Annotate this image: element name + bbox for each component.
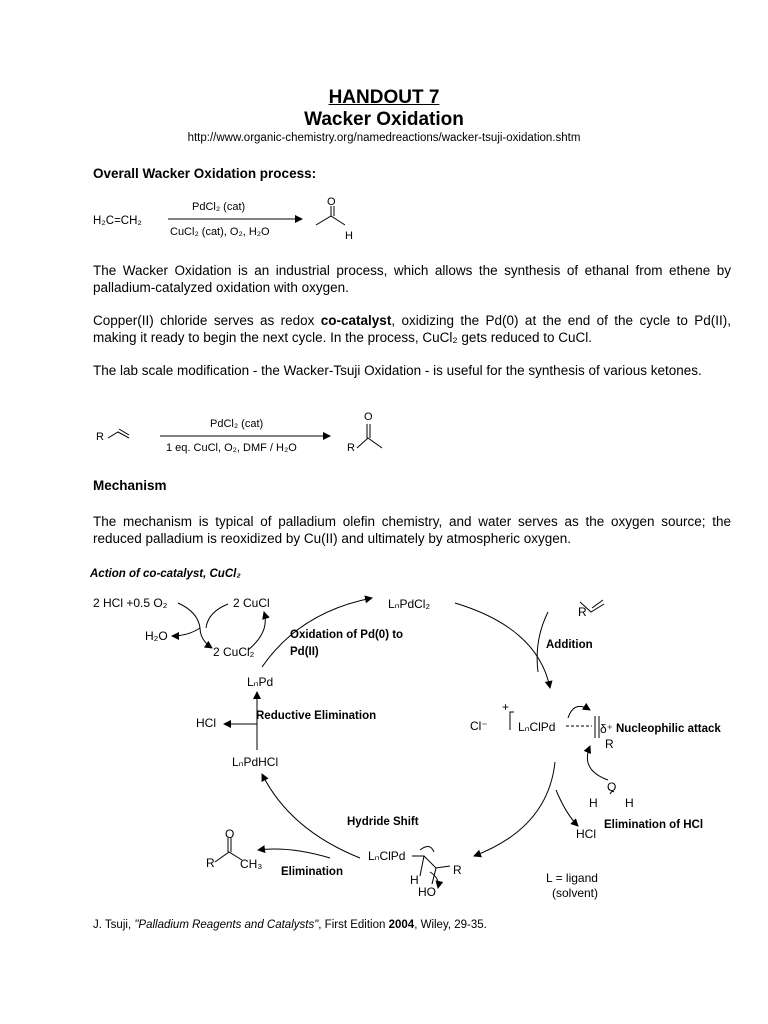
water-product: H₂O <box>145 629 168 643</box>
alkyl-chain <box>412 856 450 868</box>
ligand-note-solvent: (solvent) <box>552 886 599 900</box>
delta-plus: δ⁺ <box>600 722 614 736</box>
bottom-ho: HO <box>418 885 436 899</box>
water-h2: H <box>625 796 634 810</box>
tsuji-alkene-double <box>119 429 129 435</box>
tsuji-product-r: R <box>347 442 355 454</box>
bottom-complex: LₙClPd <box>368 849 406 863</box>
ethene-reactant: H₂C=CH₂ <box>93 215 142 227</box>
electron-arrow <box>568 706 590 718</box>
water-o: O <box>607 780 617 794</box>
overall-heading: Overall Wacker Oxidation process: <box>93 166 317 181</box>
p2-text-a: Copper(II) chloride serves as redox <box>93 313 321 328</box>
tsuji-reagent-bottom: 1 eq. CuCl, O₂, DMF / H₂O <box>166 442 297 454</box>
mechanism-paragraph: The mechanism is typical of palladium olefin chemistry, and water serves as the oxygen source; the reduced palladium is reoxidized by Cu(II) and ultimately by atmospheric oxygen. <box>93 514 731 546</box>
addition-curve <box>537 612 548 672</box>
water-bond <box>610 791 614 794</box>
bottom-r: R <box>453 863 462 877</box>
cocat-arrow-2 <box>206 604 228 628</box>
citation-title: "Palladium Reagents and Catalysts" <box>134 919 319 931</box>
p2-text-b: , oxidizing the Pd(0) at the end of the cycle to Pd(II), making it ready to begin the next cycle. In the process, CuCl₂ gets reduced to CuCl. <box>93 313 731 345</box>
lnpdcl2: LₙPdCl₂ <box>388 597 431 611</box>
water-attack-arrow <box>587 746 608 780</box>
oxidation-label: Oxidation of Pd(0) to Pd(II) <box>290 629 404 658</box>
lnpdhcl: LₙPdHCl <box>232 755 279 769</box>
ketone-o: O <box>225 827 235 841</box>
hcl-left: HCl <box>196 716 216 730</box>
cocat-arrow-3 <box>248 612 265 650</box>
handout-title: HANDOUT 7 <box>328 87 440 108</box>
reductive-elimination-label: Reductive Elimination <box>256 710 377 722</box>
cucl-top: 2 CuCl <box>233 596 270 610</box>
p2-bold: co-catalyst <box>320 313 392 328</box>
cycle-arc-lower-right <box>474 762 555 856</box>
ethanal-h: H <box>345 230 353 242</box>
alkene-incoming-double <box>592 600 603 608</box>
tsuji-reagent-top: PdCl₂ (cat) <box>210 418 264 430</box>
hydride-shift-label: Hydride Shift <box>347 816 419 828</box>
overall-reagent-top: PdCl₂ (cat) <box>192 201 246 213</box>
alkyl-h-bond <box>420 856 424 876</box>
page-title: Wacker Oxidation <box>304 109 464 130</box>
citation-publisher: , Wiley, 29-35. <box>414 919 487 931</box>
pi-complex: LₙClPd <box>518 720 556 734</box>
nucleophilic-attack-label: Nucleophilic attack <box>616 723 721 735</box>
ketone-ch3: CH₃ <box>240 857 263 871</box>
ketone-r: R <box>206 856 215 870</box>
paragraph-intro: The Wacker Oxidation is an industrial process, which allows the synthesis of ethanal from ethene by palladium-catalyzed oxidation with oxygen. <box>93 263 731 295</box>
cocat-arrow-water <box>172 628 200 636</box>
tsuji-ketone <box>357 438 382 448</box>
cycle-arc-top <box>262 598 372 667</box>
water-h1: H <box>589 796 598 810</box>
citation-edition: , First Edition <box>318 919 389 931</box>
ketone-skeleton <box>215 852 242 862</box>
bottom-h: H <box>410 873 419 887</box>
alkene-incoming <box>580 602 604 612</box>
citation-year: 2004 <box>388 919 415 931</box>
alkene-r: R <box>578 605 587 619</box>
ethanal-o: O <box>327 196 336 208</box>
paragraph-tsuji: The lab scale modification - the Wacker-Tsuji Oxidation - is useful for the synthesis of various ketones. <box>93 363 702 378</box>
ligand-note: L = ligand <box>546 871 598 885</box>
cucl2-bottom: 2 CuCl₂ <box>213 645 255 659</box>
complex-bracket <box>510 712 514 730</box>
pd-curl <box>420 846 434 852</box>
elimination-hcl-label: Elimination of HCl <box>604 819 704 831</box>
elimination-label: Elimination <box>281 866 343 878</box>
cycle-arc-lower-left <box>262 774 360 858</box>
ethanal-skeleton <box>316 216 345 225</box>
cocatalyst-title: Action of co-catalyst, CuCl₂ <box>90 568 241 580</box>
mechanism-heading: Mechanism <box>93 478 167 493</box>
source-url[interactable]: http://www.organic-chemistry.org/namedreactions/wacker-tsuji-oxidation.shtm <box>187 132 581 144</box>
tsuji-reactant-r: R <box>96 431 104 443</box>
chloride-ion: Cl⁻ <box>470 719 488 733</box>
citation-author: J. Tsuji, <box>93 919 135 931</box>
hcl-o2: 2 HCl +0.5 O₂ <box>93 596 168 610</box>
cycle-arc-right <box>455 603 550 688</box>
hcl-right: HCl <box>576 827 596 841</box>
plus-charge: + <box>502 700 510 714</box>
hcl-elim-arrow <box>556 790 578 826</box>
overall-reagent-bottom: CuCl₂ (cat), O₂, H₂O <box>170 226 270 238</box>
lnpd: LₙPd <box>247 675 274 689</box>
complex-r: R <box>605 737 614 751</box>
addition-label: Addition <box>546 639 593 651</box>
tsuji-product-o: O <box>364 411 373 423</box>
elimination-arrow <box>258 849 330 858</box>
